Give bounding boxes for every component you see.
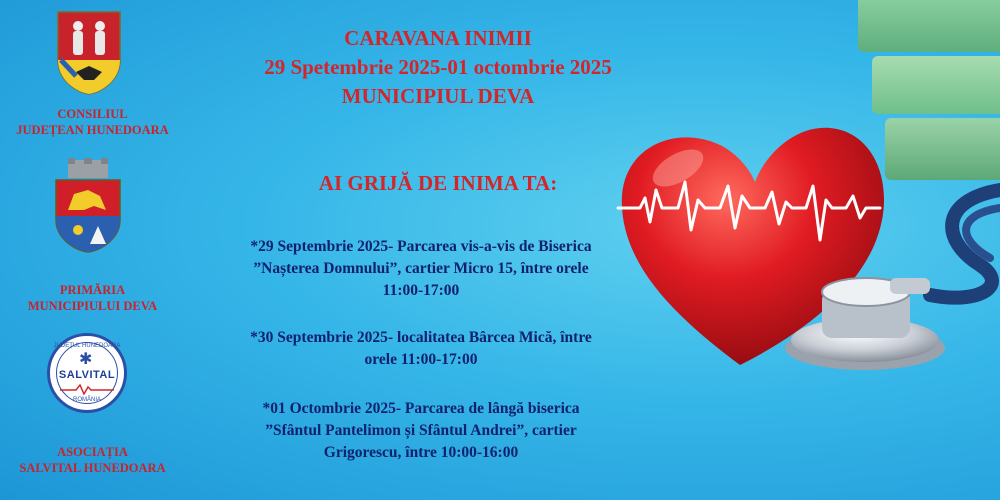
county-coat-of-arms-icon	[56, 10, 122, 96]
page-title: CARAVANA INIMII	[344, 26, 532, 50]
salvital-name: SALVITAL	[58, 369, 116, 381]
event-dates: 29 Spetembrie 2025-01 octombrie 2025	[264, 55, 612, 79]
organizer-label-city-hall: PRIMĂRIA MUNICIPIULUI DEVA	[27, 283, 158, 313]
salvital-logo-icon	[47, 333, 127, 413]
organizer-label-salvital: ASOCIAȚIA SALVITAL HUNEDOARA	[19, 445, 166, 475]
salvital-ring-top: JUDEȚUL HUNEDOARA	[53, 343, 121, 349]
deva-coat-of-arms-icon	[54, 158, 122, 254]
tagline: AI GRIJĂ DE INIMA TA:	[318, 171, 558, 195]
header	[188, 24, 688, 111]
salvital-star-icon: ✱	[79, 351, 93, 368]
event-2: *30 Septembrie 2025- localitatea Bârcea Mică, între orele 11:00-17:00	[250, 329, 592, 368]
event-3: *01 Octombrie 2025- Parcarea de lângă biserica ”Sfântul Pantelimon și Sfântul Andrei”, cartier Grigorescu, între 10:00-16:00	[262, 400, 580, 461]
organizer-label-county: CONSILIUL JUDEȚEAN HUNEDOARA	[16, 107, 169, 137]
salvital-pulse-icon	[60, 383, 114, 395]
event-1: *29 Septembrie 2025- Parcarea vis-a-vis de Biserica ”Nașterea Domnului”, cartier Micro 15, între orele 11:00-17:00	[250, 238, 592, 299]
event-location: MUNICIPIUL DEVA	[341, 84, 535, 108]
salvital-ring-bottom: ROMÂNIA	[72, 397, 101, 403]
